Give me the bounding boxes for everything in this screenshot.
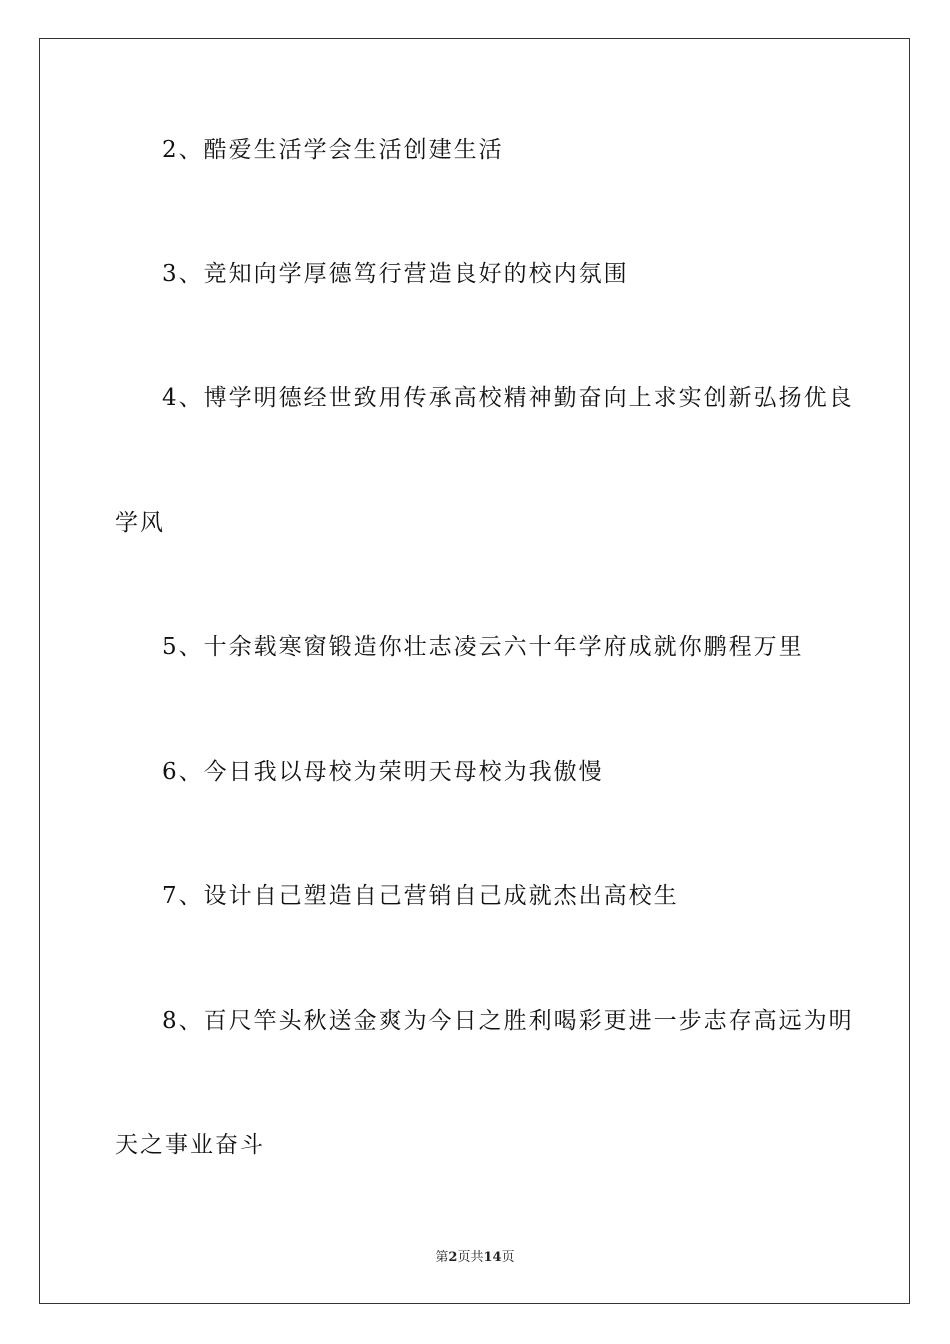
page-frame (39, 38, 910, 1304)
footer-page-suffix: 页 (457, 1250, 471, 1265)
footer-total-suffix: 页 (501, 1250, 515, 1265)
slogan-line-8: 8、百尺竿头秋送金爽为今日之胜利喝彩更进一步志存高远为明 (162, 1008, 854, 1034)
footer-total-number: 14 (483, 1250, 502, 1265)
slogan-line-6: 6、今日我以母校为荣明天母校为我傲慢 (162, 759, 604, 785)
slogan-line-4-continued: 学风 (115, 510, 165, 536)
slogan-line-3: 3、竞知向学厚德笃行营造良好的校内氛围 (162, 261, 629, 287)
page-footer (0, 1246, 950, 1265)
slogan-line-8-continued: 天之事业奋斗 (115, 1132, 265, 1158)
slogan-line-7: 7、设计自己塑造自己营销自己成就杰出高校生 (162, 883, 679, 909)
slogan-line-5: 5、十余载寒窗锻造你壮志凌云六十年学府成就你鹏程万里 (162, 634, 804, 660)
footer-page-number: 2 (448, 1250, 458, 1265)
footer-total-prefix: 共 (470, 1250, 484, 1265)
slogan-line-4: 4、博学明德经世致用传承高校精神勤奋向上求实创新弘扬优良 (162, 385, 854, 411)
footer-page-prefix: 第 (435, 1250, 449, 1265)
slogan-line-2: 2、酷爱生活学会生活创建生活 (162, 137, 504, 163)
